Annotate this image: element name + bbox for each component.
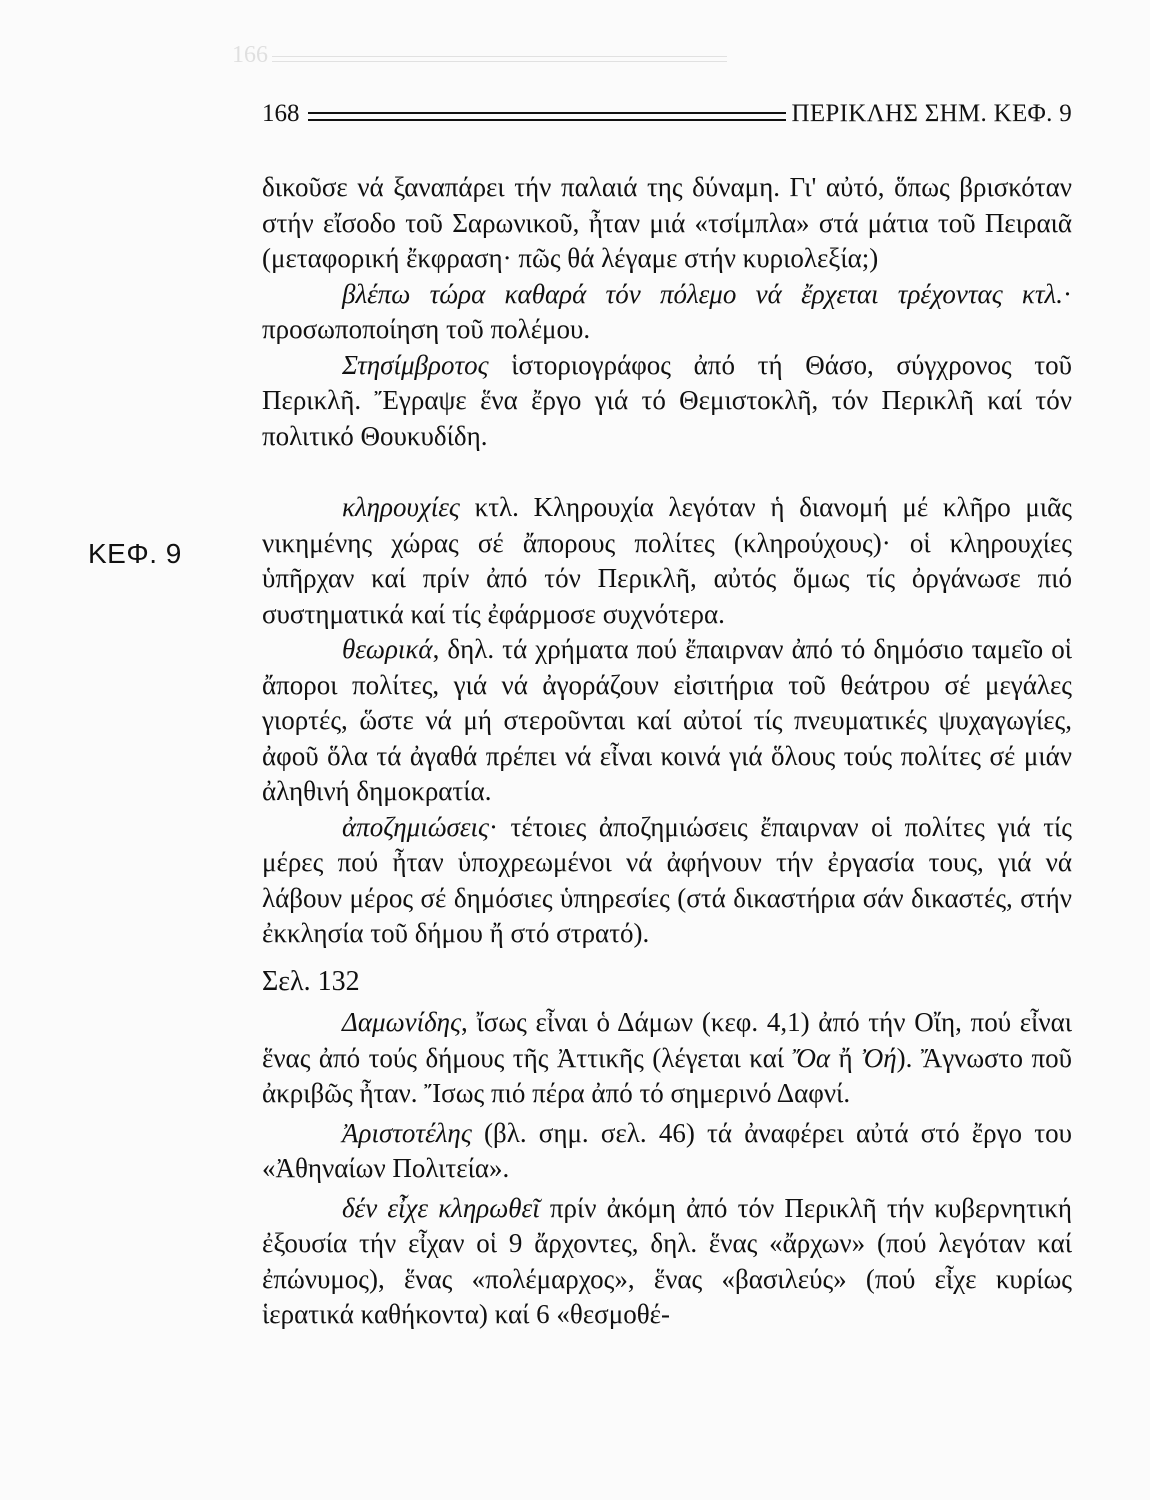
chapter-margin-label: ΚΕΦ. 9 [88,538,182,569]
note-paragraph [262,1116,1072,1187]
note-paragraph [262,348,1072,455]
lemma: βλέπω τώρα καθαρά τόν πόλεμο νά ἔρχεται τρέχοντας κτλ. [342,278,1063,309]
note-text: (βλ. σημ. σελ. 46) τά ἀναφέρει αὐτά στό ἔργο του «Ἀθηναίων Πολιτεία». [262,1117,1072,1183]
show-through-rule [272,56,727,62]
note-text: ἱστοριογράφος ἀπό τή Θάσο, σύγχρονος τοῦ Περικλῆ. Ἔγραψε ἕνα ἔργο γιά τό Θεμιστοκλῆ, τόν Περικλῆ καί τόν πολιτικό Θουκυδίδη. [262,349,1072,451]
note-paragraph [262,810,1072,952]
body-text [262,170,1072,1333]
note-text: ἤ [830,1042,862,1073]
lemma: ἀποζημιώσεις [342,811,489,842]
note-paragraph [262,277,1072,348]
section-heading: Σελ. 132 [262,965,360,997]
note-paragraph [262,632,1072,810]
note-text: , δηλ. τά χρήματα πού ἔπαιρναν ἀπό τό δημόσιο ταμεῖο οἱ ἄποροι πολίτες, γιά νά ἀγοράζουν εἰσιτήρια τοῦ θεάτρου σέ μεγάλες γιορτές, ὥστε νά μή στεροῦνται καί αὐτοί τίς πνευματικές ψυχαγωγίες, ἀφοῦ ὅλα τά ἀγαθά πρέπει νά εἶναι κοινά γιά ὅλους τούς πολίτες σέ μιάν ἀληθινή δημοκρατία. [262,634,1072,806]
note-text: · προσωποποίηση τοῦ πολέμου. [262,278,1072,344]
note-text: πρίν ἀκόμη ἀπό τόν Περικλῆ τήν κυβερνητική ἐξουσία τήν εἶχαν οἱ 9 ἄρχοντες, δηλ. ἕνας «ἄρχων» (πού λεγόταν καί ἐπώνυμος), ἕνας «πολέμαρχος», ἕνας «βασιλεύς» (πού εἶχε κυρίως ἱερατικά καθήκοντα) καί 6 «θεσμοθέ- [262,1192,1072,1329]
note-text: , ἴσως εἶναι ὁ Δάμων (κεφ. 4,1) ἀπό τήν Οἴη, πού εἶναι ἕνας ἀπό τούς δήμους τῆς Ἀττικῆς (λέγεται καί [262,1007,1072,1073]
note-text: ). Ἄγνωστο ποῦ ἀκριβῶς ἦταν. Ἴσως πιό πέρα ἀπό τό σημερινό Δαφνί. [262,1042,1072,1108]
variant-name: Ὀή [861,1042,897,1073]
lemma: δέν εἶχε κληρωθεῖ [342,1192,540,1223]
page-header [262,100,1072,134]
paragraph-continuation [262,170,1072,277]
note-text: κτλ. Κληρουχία λεγόταν ἡ διανομή μέ κλῆρο μιᾶς νικημένης χώρας σέ ἄπορους πολίτες (κληρούχους)· οἱ κληρουχίες ὑπῆρχαν καί πρίν ἀπό τόν Περικλῆ, αὐτός ὅμως τίς ὀργάνωσε πιό συστηματικά καί τίς ἐφάρμοσε συχνότερα. [262,492,1072,629]
running-title: ΠΕΡΙΚΛΗΣ ΣΗΜ. ΚΕΦ. 9 [791,100,1072,127]
show-through-header: 166 [232,42,268,68]
note-text: · τέτοιες ἀποζημιώσεις ἔπαιρναν οἱ πολίτες γιά τίς μέρες πού ἦταν ὑποχρεωμένοι νά ἀφήνουν τήν ἐργασία τους, γιά νά λάβουν μέρος σέ δημόσιες ὑπηρεσίες (στά δικαστήρια σάν δικαστές, στήν ἐκκλησία τοῦ δήμου ἤ στό στρατό). [262,811,1072,948]
header-double-rule [308,112,786,121]
note-paragraph [262,1005,1072,1112]
variant-name: Ὄα [792,1042,831,1073]
lemma: Δαμωνίδης [342,1007,462,1037]
lemma: κληρουχίες [342,492,460,522]
note-paragraph [262,490,1072,632]
lemma: θεωρικά [342,634,433,664]
paragraph-text: δικοῦσε νά ξαναπάρει τήν παλαιά της δύναμη. Γι' αὐτό, ὅπως βρισκόταν στήν εἴσοδο τοῦ Σαρωνικοῦ, ἦταν μιά «τσίμπλα» στά μάτια τοῦ Πειραιᾶ (μεταφορική ἔκφραση· πῶς θά λέγαμε στήν κυριολεξία;) [262,172,1072,273]
lemma: Ἀριστοτέλης [342,1117,472,1148]
page-number: 168 [262,100,300,127]
lemma: Στησίμβροτος [342,349,489,380]
note-paragraph [262,1191,1072,1333]
